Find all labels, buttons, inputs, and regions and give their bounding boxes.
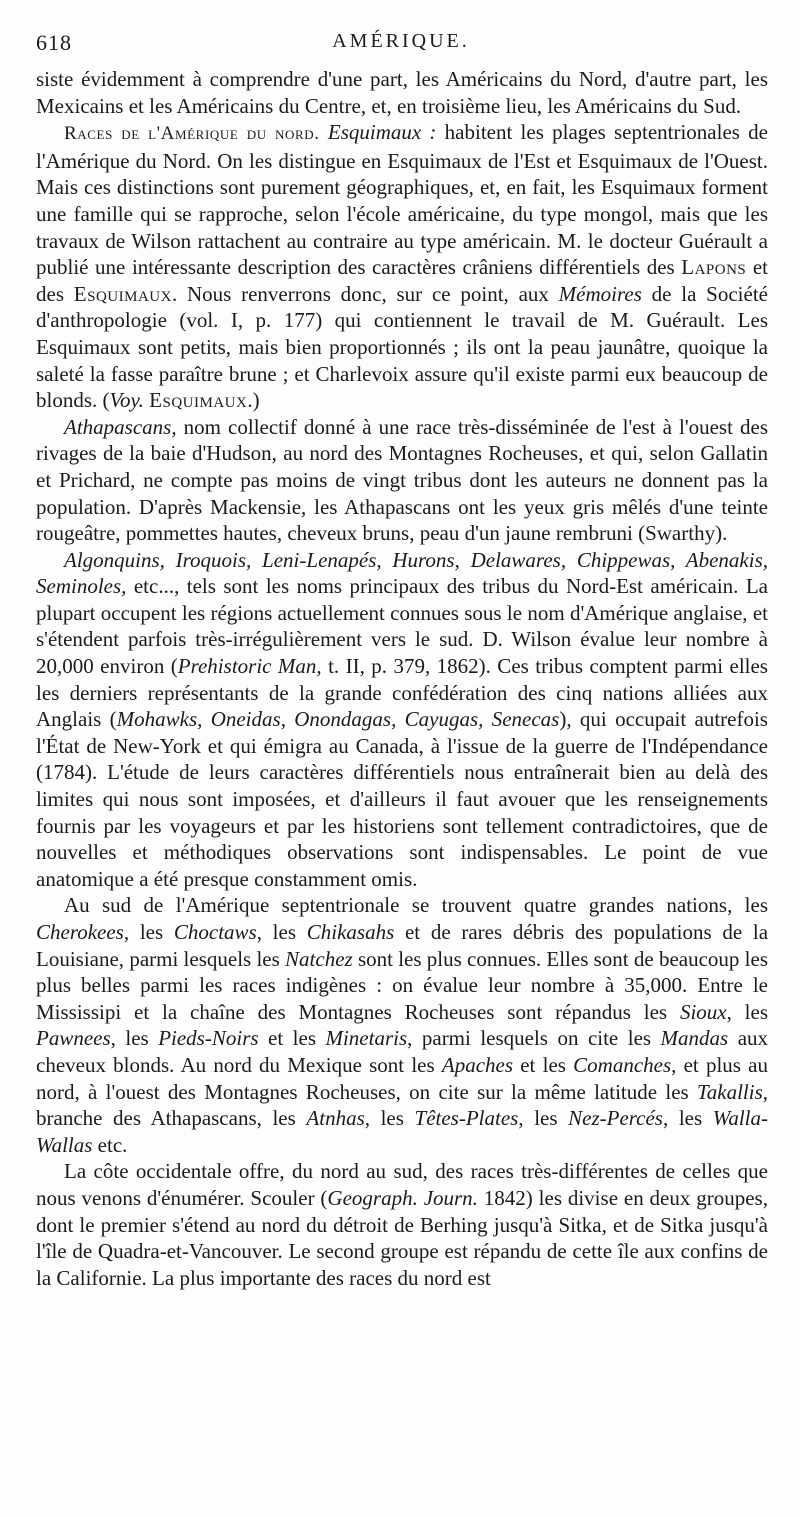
paragraph-west-coast: La côte occidentale offre, du nord au sud, des races très-différentes de celles que nous venons d'énumérer. Scouler (Geograph. Journ. 1842) les divise en deux groupes, dont le premier s'étend au nord du détroit de Berhing jusqu'à Sitka, et de Sitka jusqu'à l'île de Quadra-et-Vancouver. Le second groupe est répandu de cette île aux confins de la Californie. La plus importante des races du nord est <box>36 1159 768 1290</box>
term-tribes: Algonquins, Iroquois, Leni-Lenapés, Hurons, Delawares, Chippewas, Abenakis, Seminoles, <box>36 547 768 599</box>
body-text <box>36 66 768 1291</box>
paragraph-intro: siste évidemment à comprendre d'une part, les Américains du Nord, d'autre part, les Mexicains et les Américains du Centre, et, en troisième lieu, les Américains du Sud. <box>36 67 768 118</box>
section-heading: Races de l'Amérique du nord. <box>64 123 320 145</box>
page-number: 618 <box>36 30 72 55</box>
term-athapascans: Athapascans, <box>64 414 177 439</box>
running-head <box>36 30 766 60</box>
term-esquimaux: Esquimaux : <box>327 120 437 145</box>
paragraph-southern-nations: Au sud de l'Amérique septentrionale se trouvent quatre grandes nations, les Cherokees, les Choctaws, les Chikasahs et de rares débris des populations de la Louisiane, parmi lesquels les Natchez sont les plus connues. Elles sont de beaucoup les plus belles parmi les races indigènes : on évalue leur nombre à 35,000. Entre le Mississipi et la chaîne des Montagnes Rocheuses sont répandus les Sioux, les Pawnees, les Pieds-Noirs et les Minetaris, parmi lesquels on cite les Mandas aux cheveux blonds. Au nord du Mexique sont les Apaches et les Comanches, et plus au nord, à l'ouest des Montagnes Rocheuses, on cite sur la même latitude les Takallis, branche des Athapascans, les Atnhas, les Têtes-Plates, les Nez-Percés, les Walla-Wallas etc. <box>36 893 769 1157</box>
paragraph-algonquins: Algonquins, Iroquois, Leni-Lenapés, Hurons, Delawares, Chippewas, Abenakis, Seminoles, etc..., tels sont les noms principaux des tribus du Nord-Est américain. La plupart occupent les régions actuellement connues sous le nom d'Amérique anglaise, et s'étendent parfois très-irrégulièrement vers le sud. D. Wilson évalue leur nombre à 20,000 environ (Prehistoric Man, t. II, p. 379, 1862). Ces tribus comptent parmi elles les derniers représentants de la grande confédération des cinq nations alliées aux Anglais (Mohawks, Oneidas, Onondagas, Cayugas, Senecas), qui occupait autrefois l'État de New-York et qui émigra au Canada, à l'issue de la guerre de l'Indépendance (1784). L'étude de leurs caractères différentiels nous entraînerait bien au delà des limites qui nous sont imposées, et d'ailleurs il faut avouer que les renseignements fournis par les voyageurs et par les historiens sont tellement contradictoires, que de nouvelles et méthodiques observations sont indispensables. Le point de vue anatomique a été presque constamment omis. <box>36 547 768 891</box>
running-title: AMÉRIQUE. <box>332 30 470 52</box>
paragraph-esquimaux: Races de l'Amérique du nord. Esquimaux : habitent les plages septentrionales de l'Amérique du Nord. On les distingue en Esquimaux de l'Est et Esquimaux de l'Ouest. Mais ces distinctions sont purement géographiques, et, en fait, les Esquimaux forment une famille qui se rapproche, selon l'école américaine, du type mongol, mais que les travaux de Wilson rattachent au contraire au type américain. M. le docteur Guérault a publié une intéressante description des caractères crâniens différentiels des Lapons et des Esquimaux. Nous renverrons donc, sur ce point, aux Mémoires de la Société d'anthropologie (vol. I, p. 177) qui contiennent le travail de M. Guérault. Les Esquimaux sont petits, mais bien proportionnés ; ils ont la peau jaunâtre, quoique la saleté la fasse paraître brune ; et Charlevoix assure qu'il existe parmi eux beaucoup de blonds. (Voy. Esquimaux.) <box>36 120 769 413</box>
paragraph-athapascans: Athapascans, nom collectif donné à une race très-disséminée de l'est à l'ouest des rivages de la baie d'Hudson, au nord des Montagnes Rocheuses, et qui, selon Gallatin et Prichard, ne compte pas moins de vingt tribus dont les auteurs ne donnent pas la population. D'après Mackensie, les Athapascans ont les yeux gris mêlés d'une teinte rougeâtre, pommettes hautes, cheveux bruns, peau d'un jaune rembruni (Swarthy). <box>36 414 768 546</box>
